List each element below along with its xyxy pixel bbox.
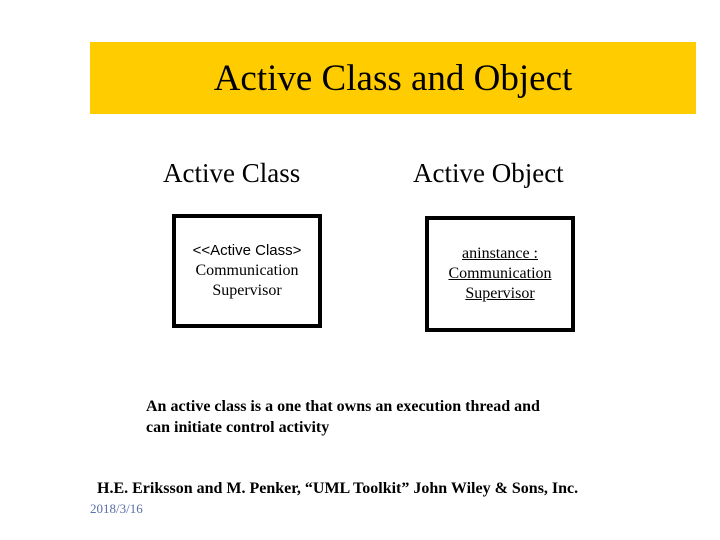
class-name-line1: Communication — [195, 262, 299, 279]
active-object-heading: Active Object — [413, 158, 564, 188]
object-name-line1: aninstance : — [462, 245, 538, 262]
active-object-box — [425, 216, 575, 332]
reference-citation: H.E. Eriksson and M. Penker, “UML Toolkit” John Wiley & Sons, Inc. — [97, 480, 579, 497]
active-class-heading: Active Class — [163, 158, 301, 188]
caption-line1: An active class is a one that owns an execution thread and — [146, 398, 540, 415]
class-name-line2: Supervisor — [212, 282, 282, 299]
slide-date: 2018/3/16 — [90, 501, 143, 516]
stereotype-label: <<Active Class> — [192, 242, 302, 259]
caption — [146, 396, 616, 438]
active-class-box — [172, 214, 322, 328]
caption-line2: can initiate control activity — [146, 419, 330, 436]
slide-title: Active Class and Object — [213, 57, 573, 99]
object-name-line2: Communication — [448, 265, 552, 282]
object-name-line3: Supervisor — [465, 285, 535, 302]
